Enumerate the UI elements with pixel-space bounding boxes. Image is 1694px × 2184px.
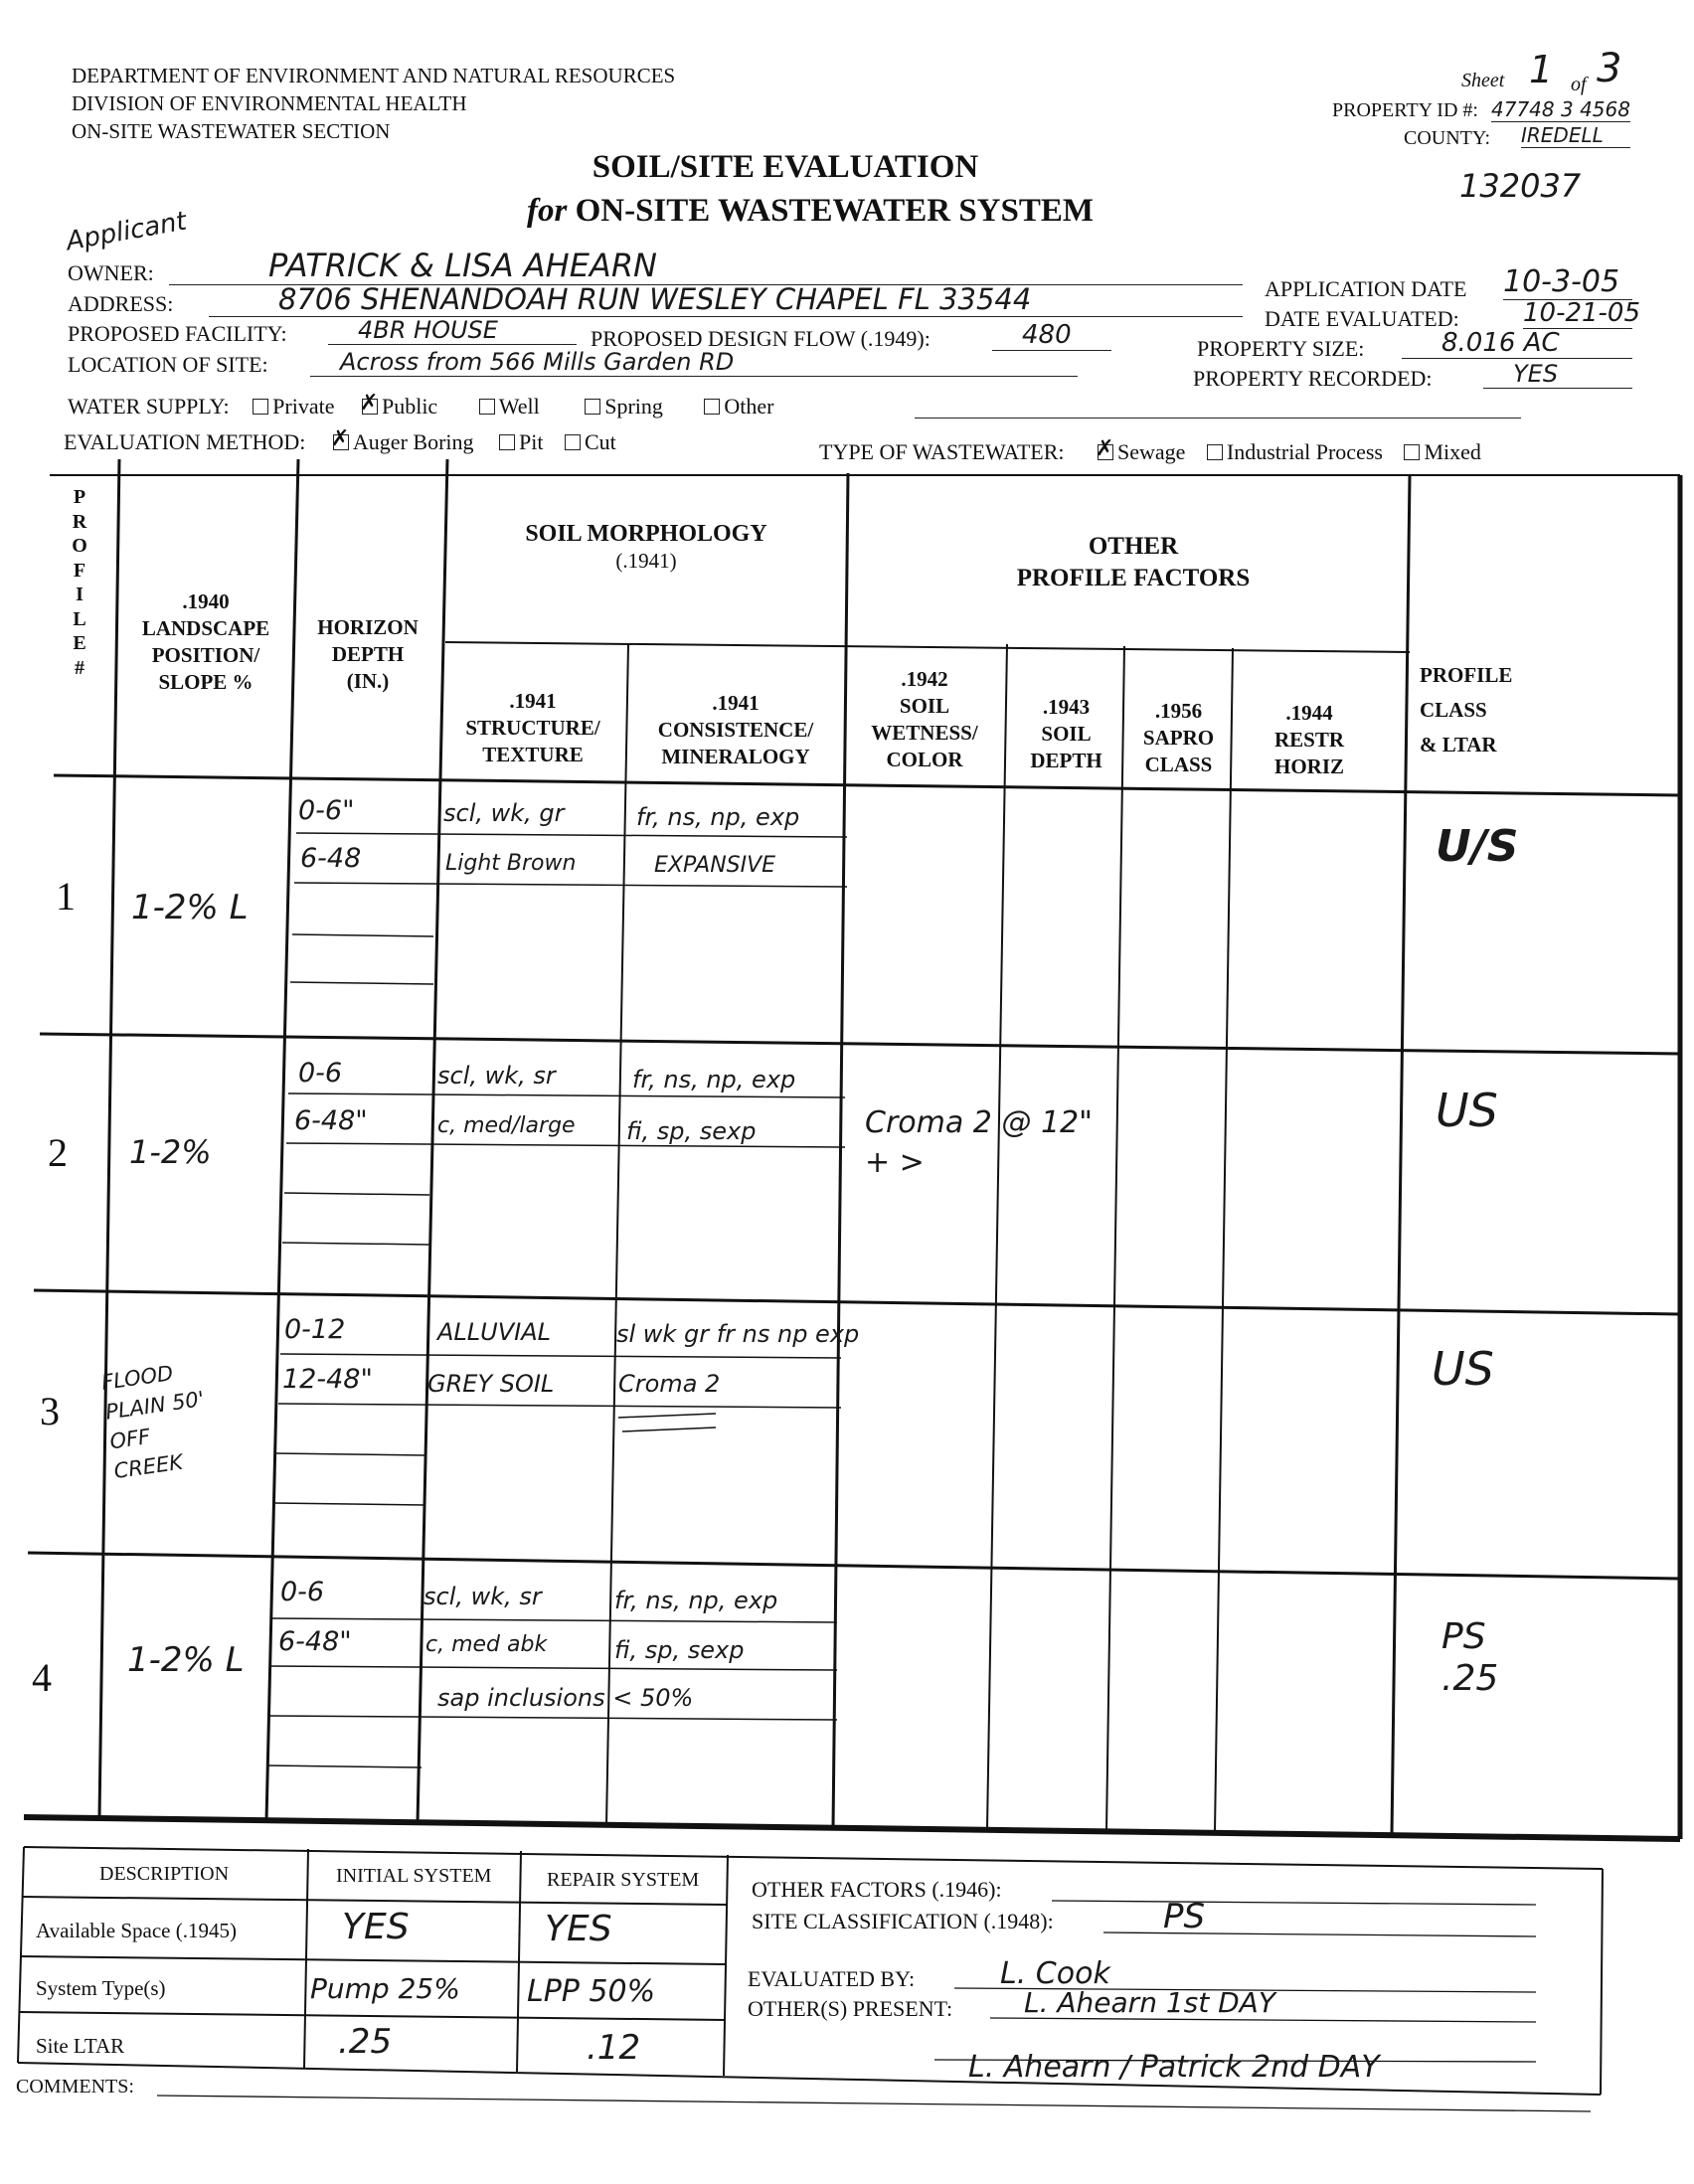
depth-cell[interactable]: 6-48" (294, 1105, 368, 1136)
sapro-h2: CLASS (1144, 753, 1213, 776)
depth-cell[interactable]: 6-48 (300, 843, 362, 874)
wetness-h3: COLOR (886, 748, 963, 771)
application-date-field[interactable]: 10-3-05 (1503, 264, 1632, 300)
structure-cell[interactable]: GREY SOIL (427, 1370, 555, 1398)
landscape-h2: POSITION/ (151, 643, 260, 667)
structure-cell-note[interactable]: sap inclusions < 50% (437, 1684, 694, 1712)
profile-class-cell[interactable]: US (1432, 1342, 1494, 1396)
available-space-repair[interactable]: YES (545, 1909, 612, 1949)
consistence-cell[interactable]: fi, sp, sexp (614, 1636, 745, 1664)
structure-h1: STRUCTURE/ (465, 716, 600, 740)
available-space-initial[interactable]: YES (342, 1907, 410, 1947)
owner-label: OWNER: (68, 260, 154, 285)
proposed-facility-field[interactable]: 4BR HOUSE (328, 316, 577, 345)
application-date-label: APPLICATION DATE (1265, 276, 1467, 301)
mixed-label: Mixed (1424, 439, 1481, 464)
profile-number: 1 (56, 874, 76, 919)
consistence-cell[interactable]: fr, ns, np, exp (614, 1587, 778, 1614)
proposed-facility-label: PROPOSED FACILITY: (68, 321, 287, 346)
site-ltar-initial[interactable]: .25 (338, 2022, 393, 2062)
system-type-repair[interactable]: LPP 50% (527, 1974, 656, 2009)
horizon-column-header (298, 614, 437, 695)
industrial-label: Industrial Process (1226, 439, 1383, 464)
structure-cell[interactable]: scl, wk, gr (443, 799, 565, 827)
property-id-field[interactable]: 47748 3 4568 (1491, 97, 1630, 121)
structure-cell[interactable]: c, med/large (437, 1113, 576, 1138)
restr-column-header (1235, 700, 1384, 780)
restr-h2: HORIZ (1273, 755, 1344, 778)
public-label: Public (381, 394, 438, 419)
profile-class-h1: CLASS (1420, 698, 1487, 722)
profile-class-cell[interactable]: PS .25 (1441, 1616, 1499, 1699)
other-factors-h1: PROFILE FACTORS (1016, 565, 1251, 591)
landscape-cell[interactable]: 1-2% L (131, 888, 249, 927)
auger-label: Auger Boring (352, 429, 474, 454)
others-present-field[interactable]: L. Ahearn 1st DAY (1024, 1986, 1275, 2019)
date-evaluated-field[interactable]: 10-21-05 (1523, 298, 1641, 328)
depth-cell[interactable]: 0-6 (298, 1058, 343, 1089)
landscape-cell[interactable]: FLOOD PLAIN 50' OFF CREEK (99, 1361, 206, 1484)
wetness-h2: WETNESS/ (871, 721, 978, 745)
comments-label: COMMENTS: (16, 2076, 134, 2098)
owner-field[interactable]: PATRICK & LISA AHEARN (169, 247, 1243, 285)
private-label: Private (272, 394, 335, 419)
consistence-cell[interactable]: fr, ns, np, exp (632, 1066, 796, 1093)
structure-cell[interactable]: ALLUVIAL (437, 1318, 552, 1346)
address-label: ADDRESS: (68, 291, 174, 316)
cut-label: Cut (584, 429, 616, 454)
profile-number: 3 (40, 1389, 60, 1433)
structure-cell[interactable]: scl, wk, sr (424, 1583, 542, 1610)
landscape-column-header (121, 588, 290, 696)
depth-cell[interactable]: 0-12 (284, 1314, 346, 1345)
landscape-h1: LANDSCAPE (141, 616, 270, 640)
soil-depth-h1: SOIL (1041, 722, 1092, 746)
site-classification-field[interactable]: PS (1163, 1897, 1206, 1936)
system-type-label: System Type(s) (36, 1976, 166, 2000)
other-factors-header (875, 531, 1392, 594)
soil-depth-h0: .1943 (1042, 695, 1091, 719)
consistence-column-header (636, 690, 835, 770)
water-supply-label: WATER SUPPLY: (68, 394, 230, 419)
wetness-h0: .1942 (901, 667, 948, 691)
wetness-column-header (850, 666, 999, 773)
profile-class-h0: PROFILE (1420, 663, 1513, 687)
property-size-field[interactable]: 8.016 AC (1402, 328, 1632, 359)
profile-class-cell[interactable]: US (1436, 1084, 1498, 1137)
structure-cell[interactable]: c, med abk (425, 1632, 548, 1657)
sheet-number[interactable]: 1 (1529, 48, 1554, 91)
sheet-label: Sheet (1461, 70, 1505, 91)
county-label: COUNTY: (1404, 127, 1491, 149)
restr-h1: RESTR (1273, 728, 1345, 752)
other-factors-label: OTHER FACTORS (.1946): (752, 1877, 1002, 1902)
profile-class-cell[interactable]: U/S (1436, 821, 1519, 872)
restr-h0: .1944 (1285, 701, 1333, 725)
soil-depth-column-header (1009, 694, 1123, 774)
wetness-h1: SOIL (899, 694, 950, 718)
spring-label: Spring (604, 394, 663, 419)
landscape-cell[interactable]: 1-2% (129, 1133, 212, 1171)
consistence-cell[interactable]: fi, sp, sexp (626, 1117, 757, 1145)
property-recorded-field[interactable]: YES (1483, 360, 1632, 389)
property-size-label: PROPERTY SIZE: (1197, 336, 1365, 361)
division-name: DIVISION OF ENVIRONMENTAL HEALTH (72, 91, 467, 115)
soil-morphology-header (447, 521, 845, 575)
pit-label: Pit (519, 429, 544, 454)
landscape-h3: SLOPE % (158, 670, 254, 694)
profile-column-header: P R O F I L E # (72, 486, 87, 679)
others-present-label: OTHER(S) PRESENT: (748, 1996, 953, 2021)
location-label: LOCATION OF SITE: (68, 352, 268, 377)
form-subtitle-text: ON-SITE WASTEWATER SYSTEM (575, 193, 1095, 229)
evaluated-by-label: EVALUATED BY: (748, 1966, 916, 1991)
consistence-h2: MINERALOGY (661, 745, 810, 768)
county-field[interactable]: IREDELL (1521, 123, 1630, 148)
available-space-label: Available Space (.1945) (36, 1919, 237, 1942)
description-header: DESCRIPTION (99, 1863, 230, 1885)
profile-number: 2 (48, 1130, 68, 1175)
depth-cell[interactable]: 12-48" (282, 1364, 373, 1395)
sheet-total[interactable]: 3 (1597, 46, 1622, 91)
soil-morph-h1: (.1941) (615, 549, 677, 573)
soil-morph-h0: SOIL MORPHOLOGY (525, 521, 767, 547)
location-field[interactable]: Across from 566 Mills Garden RD (310, 348, 1078, 377)
other-label: Other (724, 394, 774, 419)
design-flow-field[interactable]: 480 (992, 320, 1111, 351)
structure-column-header (443, 688, 622, 768)
repair-system-header: REPAIR SYSTEM (547, 1869, 700, 1891)
applicant-note: Applicant (64, 206, 189, 257)
form-title: SOIL/SITE EVALUATION (592, 149, 979, 185)
profile-class-column-header (1420, 658, 1539, 762)
wastewater-type-label: TYPE OF WASTEWATER: (819, 439, 1065, 464)
section-name: ON-SITE WASTEWATER SECTION (72, 119, 391, 143)
form-subtitle-prefix: for (527, 193, 568, 229)
depth-cell[interactable]: 0-6" (298, 795, 355, 826)
horizon-h1: DEPTH (331, 642, 405, 666)
site-classification-label: SITE CLASSIFICATION (.1948): (752, 1909, 1054, 1933)
consistence-h0: .1941 (712, 691, 760, 715)
structure-cell[interactable]: Light Brown (445, 851, 577, 876)
wetness-cell[interactable]: Croma 2 @ 12" + > (865, 1105, 1093, 1180)
evaluation-method-label: EVALUATION METHOD: (64, 429, 306, 454)
site-ltar-label: Site LTAR (36, 2034, 125, 2058)
sapro-column-header (1126, 698, 1231, 778)
design-flow-label: PROPOSED DESIGN FLOW (.1949): (591, 326, 931, 351)
system-type-initial[interactable]: Pump 25% (310, 1972, 460, 2005)
date-evaluated-label: DATE EVALUATED: (1265, 306, 1459, 331)
depth-cell[interactable]: 0-6 (280, 1577, 325, 1607)
evaluated-by-field[interactable]: L. Cook (1000, 1956, 1110, 1991)
structure-h2: TEXTURE (482, 743, 584, 766)
sewage-label: Sewage (1117, 439, 1186, 464)
horizon-h0: HORIZON (317, 615, 419, 639)
initial-system-header: INITIAL SYSTEM (336, 1865, 492, 1887)
well-label: Well (498, 394, 540, 419)
of-label: of (1571, 74, 1587, 95)
profile-class-h2: & LTAR (1420, 733, 1497, 756)
consistence-h1: CONSISTENCE/ (657, 718, 814, 742)
property-id-label: PROPERTY ID #: (1332, 99, 1478, 121)
property-recorded-label: PROPERTY RECORDED: (1193, 366, 1433, 391)
landscape-cell[interactable]: 1-2% L (127, 1640, 245, 1680)
structure-cell[interactable]: scl, wk, sr (437, 1062, 556, 1090)
case-number: 132037 (1459, 167, 1582, 205)
other-factors-h0: OTHER (1088, 533, 1179, 560)
others-present-field-2[interactable]: L. Ahearn / Patrick 2nd DAY (968, 2050, 1380, 2085)
profile-number: 4 (32, 1655, 52, 1700)
consistence-cell[interactable]: sl wk gr fr ns np exp (616, 1320, 860, 1348)
structure-h0: .1941 (509, 689, 557, 713)
address-field[interactable]: 8706 SHENANDOAH RUN WESLEY CHAPEL FL 33544 (209, 282, 1243, 317)
horizon-h2: (IN.) (346, 669, 390, 693)
department-name: DEPARTMENT OF ENVIRONMENT AND NATURAL RESOURCES (72, 64, 676, 87)
consistence-cell[interactable]: EXPANSIVE (654, 853, 776, 878)
consistence-cell[interactable]: Croma 2 (618, 1370, 721, 1398)
landscape-h0: .1940 (182, 589, 230, 613)
depth-cell[interactable]: 6-48" (278, 1626, 352, 1657)
consistence-cell[interactable]: fr, ns, np, exp (636, 803, 800, 831)
sapro-h0: .1956 (1154, 699, 1203, 723)
site-ltar-repair[interactable]: .12 (587, 2028, 641, 2068)
sapro-h1: SAPRO (1142, 726, 1215, 750)
soil-depth-h2: DEPTH (1030, 749, 1102, 772)
